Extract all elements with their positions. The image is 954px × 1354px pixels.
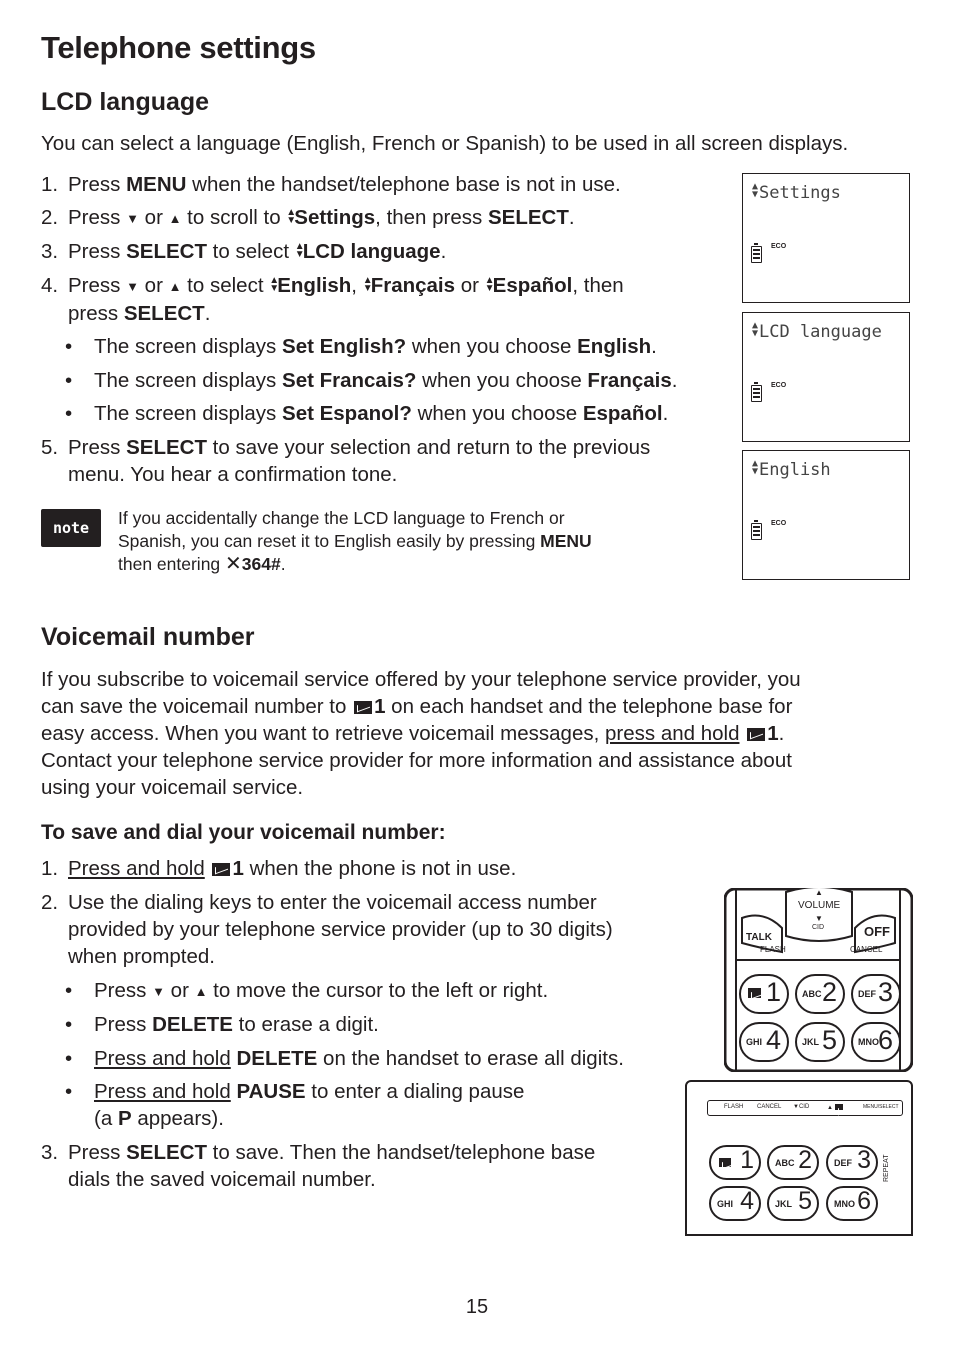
lcd-step-1: Press MENU when the handset/telephone base is not in use. — [68, 173, 621, 196]
step-number: 3. — [41, 240, 59, 263]
key-6: MNO 6 — [851, 1022, 901, 1062]
cancel-label: CANCEL — [850, 945, 883, 954]
lcd-screen-text: ▲ ▼Settings — [751, 181, 841, 203]
step-number: 1. — [41, 857, 59, 880]
base-key-6: MNO 6 — [826, 1186, 878, 1221]
base-key-3: DEF 3 — [826, 1145, 878, 1180]
up-button: ▲ — [827, 1104, 845, 1111]
up-arrow-icon: ▲ — [168, 279, 182, 294]
list-item: • Press DELETE to erase a digit. — [94, 1011, 379, 1038]
voicemail-intro: If you subscribe to voicemail service offered by your telephone service provider, you can save the voicemail number to 1 on each handset and the telephone base for easy access. When you want to retrieve voicemail messages, press and hold 1. Contact your telephone service provider for more information and assistance about using your voicemail service. — [41, 668, 801, 799]
lcd-step-5: Press SELECT to save your selection and return to the previous menu. You hear a confirmation tone. — [68, 436, 651, 486]
page-title: Telephone settings — [41, 30, 316, 65]
base-key-4: GHI 4 — [709, 1186, 761, 1221]
battery-icon — [751, 385, 762, 402]
up-down-icon: ▲ ▼ — [751, 320, 759, 339]
flash-label: FLASH — [760, 945, 786, 954]
repeat-label: REPEAT — [883, 1154, 890, 1182]
talk-label: TALK — [746, 932, 772, 943]
cid-label: CID — [812, 924, 825, 931]
base-key-1: 1 — [709, 1145, 761, 1180]
lcd-screen-text: ▲ ▼LCD language — [751, 320, 882, 342]
down-arrow-icon: ▼ — [126, 211, 139, 226]
lcd-screen-settings — [742, 173, 910, 303]
down-arrow-icon: ▼ — [152, 984, 165, 999]
voicemail-step-3: Press SELECT to save. Then the handset/telephone base dials the saved voicemail number. — [68, 1141, 596, 1191]
off-label: OFF — [864, 924, 890, 939]
up-down-icon: ▲ ▼ — [362, 275, 373, 294]
base-key-5: JKL 5 — [767, 1186, 819, 1221]
list-item: • The screen displays Set English? when you choose English. — [94, 333, 657, 360]
lcd-intro: You can select a language (English, French or Spanish) to be used in all screen displays. — [41, 132, 849, 155]
list-item: • Press ▼ or ▲ to move the cursor to the left or right. — [94, 977, 548, 1005]
base-key-2: ABC 2 — [767, 1145, 819, 1180]
eco-indicator: ECO — [771, 243, 787, 250]
key-4: GHI 4 — [739, 1022, 789, 1062]
base-keypad-illustration — [685, 1080, 913, 1236]
voicemail-subheading: To save and dial your voicemail number: — [41, 821, 446, 844]
lcd-language-heading: LCD language — [41, 88, 210, 116]
up-down-icon: ▲ ▼ — [269, 275, 280, 294]
eco-indicator: ECO — [771, 382, 787, 389]
up-down-icon: ▲ ▼ — [286, 207, 297, 226]
pound-key-icon: # — [271, 554, 281, 574]
battery-icon — [751, 523, 762, 540]
step-number: 5. — [41, 436, 59, 459]
cancel-button: CANCEL — [757, 1104, 782, 1110]
list-item: • Press and hold DELETE on the handset to erase all digits. — [94, 1045, 624, 1072]
voicemail-heading: Voicemail number — [41, 623, 255, 651]
step-number: 2. — [41, 891, 59, 914]
lcd-step-4: Press ▼ or ▲ to select ▲ ▼English, ▲ ▼Français or ▲ ▼Español, then press SELECT. — [68, 274, 624, 325]
note-text: If you accidentally change the LCD language to French or Spanish, you can reset it to English easily by pressing MENU then entering ✕364#. — [118, 508, 592, 575]
battery-icon — [751, 246, 762, 263]
voicemail-key-icon — [746, 988, 763, 999]
list-item: • The screen displays Set Francais? when you choose Français. — [94, 367, 677, 394]
step-number: 2. — [41, 206, 59, 229]
handset-keypad-illustration — [724, 888, 913, 1072]
key-1: 1 — [739, 974, 789, 1014]
page-number: 15 — [465, 1296, 489, 1318]
list-item: • Press and hold PAUSE to enter a dialing pause (a P appears). — [94, 1078, 524, 1132]
down-arrow-icon: ▼ — [815, 914, 823, 923]
key-3: DEF 3 — [851, 974, 901, 1014]
up-down-icon: ▲ ▼ — [751, 181, 759, 200]
key-2: ABC 2 — [795, 974, 845, 1014]
lcd-screen-english — [742, 450, 910, 580]
step-number: 1. — [41, 173, 59, 196]
voicemail-key-icon — [747, 728, 765, 741]
up-arrow-icon: ▲ — [194, 984, 208, 999]
key-5: JKL 5 — [795, 1022, 845, 1062]
up-arrow-icon: ▲ — [168, 211, 182, 226]
lcd-screen-lcd-language — [742, 312, 910, 442]
lcd-step-3: Press SELECT to select ▲ ▼LCD language. — [68, 240, 447, 263]
note-badge: note — [41, 509, 101, 547]
menu-key-label: MENU — [126, 173, 187, 196]
voicemail-step-2: Use the dialing keys to enter the voicemail access number provided by your telephone service provider (up to 30 digits) when prompted. — [68, 891, 613, 968]
flash-button: FLASH — [724, 1104, 744, 1110]
star-key-icon: ✕ — [225, 553, 242, 575]
up-arrow-icon: ▲ — [815, 888, 823, 897]
list-item: • The screen displays Set Espanol? when you choose Español. — [94, 400, 668, 427]
lcd-screen-text: ▲ ▼English — [751, 458, 831, 480]
cid-down-button: ▼CID — [793, 1104, 810, 1110]
menu-select-button: MENU/SELECT — [863, 1104, 899, 1110]
up-down-icon: ▲ ▼ — [484, 275, 495, 294]
eco-indicator: ECO — [771, 520, 787, 527]
voicemail-key-icon — [212, 863, 230, 876]
step-number: 4. — [41, 274, 59, 297]
step-number: 3. — [41, 1141, 59, 1164]
up-down-icon: ▲ ▼ — [751, 458, 759, 477]
volume-label: VOLUME — [798, 900, 841, 911]
voicemail-step-1: Press and hold 1 when the phone is not in use. — [68, 857, 517, 880]
up-down-icon: ▲ ▼ — [294, 241, 305, 260]
down-arrow-icon: ▼ — [126, 279, 139, 294]
voicemail-key-icon — [354, 701, 372, 714]
lcd-step-2: Press ▼ or ▲ to scroll to ▲ ▼Settings, then press SELECT. — [68, 206, 575, 229]
